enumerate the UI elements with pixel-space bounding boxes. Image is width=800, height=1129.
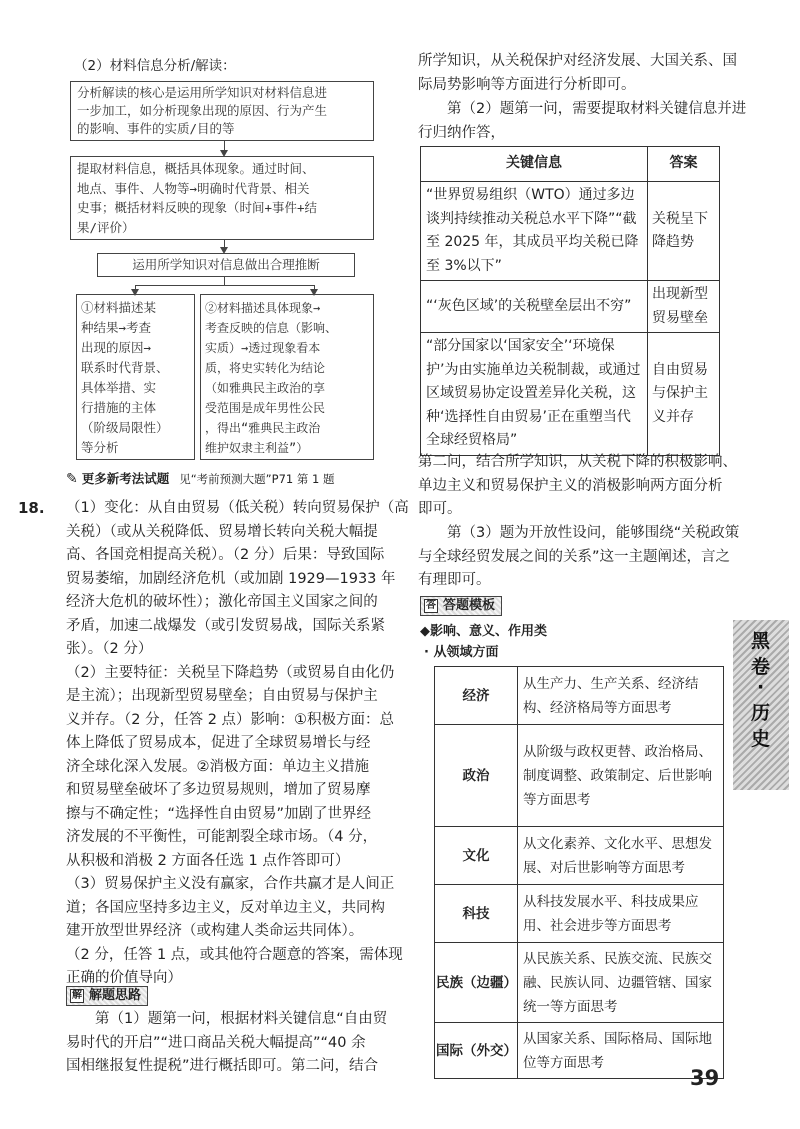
domain-row xyxy=(435,943,724,1023)
b1-l6: 行措施的主体 xyxy=(81,400,157,415)
question-number: 18. xyxy=(18,499,45,517)
b1-l4: 联系时代背景、 xyxy=(81,360,169,375)
answer-line-8: （2）主要特征：关税呈下降趋势（或贸易自由化仍 xyxy=(66,664,395,681)
b2-l7: ，得出“雅典民主政治 xyxy=(205,421,321,435)
b2-l1: ②材料描述具体现象→ xyxy=(205,301,321,315)
more-label: 更多新考法试题 xyxy=(81,471,170,486)
right-top-line-2: 际局势影响等方面进行分析即可。 xyxy=(418,76,636,93)
idea-line-1: 第（1）题第一问，根据材料关键信息“自由贸 xyxy=(95,1011,388,1027)
b2-l4: 质，将史实转化为结论 xyxy=(205,361,326,375)
answer-line-1: （1）变化：从自由贸易（低关税）转向贸易保护（高 xyxy=(66,500,409,516)
side-char-4: 历 xyxy=(751,702,771,724)
answer-block xyxy=(66,497,409,991)
b1-l2: 种结果→考查 xyxy=(81,320,152,335)
arrow-down-2 xyxy=(224,240,225,248)
q3-line-3: 有理即可。 xyxy=(418,572,491,588)
side-tab xyxy=(733,620,789,790)
more-ref: 见“考前预测大题”P71 第 1 题 xyxy=(179,472,335,486)
row2-answer: 出现新型贸易壁垒 xyxy=(648,281,720,333)
domain-table xyxy=(434,666,724,1079)
q2-line-1: 第（2）题第一问，需要提取材料关键信息并进 xyxy=(447,101,747,117)
b2-l2: 考查反映的信息（影响、 xyxy=(205,321,338,335)
branch-1-box xyxy=(76,294,195,460)
idea-line-2: 易时代的开启”“进口商品关税大幅提高”“40 余 xyxy=(66,1034,366,1051)
idea-block xyxy=(66,1008,401,1079)
key-info-table xyxy=(420,146,720,456)
answer-line-21: 正确的价值导向） xyxy=(66,970,182,986)
q3-block xyxy=(418,522,739,593)
answer-header: 答案 xyxy=(648,147,720,182)
answer-line-16: 从积极和消极 2 方面各任选 1 点作答即可） xyxy=(66,852,350,869)
domain-row xyxy=(435,885,724,943)
tag-icon-left: 解 xyxy=(72,990,82,1001)
answer-line-6: 矛盾，加速二战爆发（或引发贸易战，国际关系紧 xyxy=(66,617,385,634)
answer-line-9: 是主流）；出现新型贸易壁垒；自由贸易与保护主 xyxy=(66,688,378,704)
page-number: 39 xyxy=(690,1066,720,1090)
domain-row xyxy=(435,1023,724,1079)
right-top-line-1: 所学知识，从关税保护对经济发展、大国关系、国 xyxy=(418,53,737,69)
answer-line-19: 建开放型世界经济（或构建人类命运共同体）。 xyxy=(66,923,364,939)
core-line-2: 一步加工，如分析现象出现的原因、行为产生 xyxy=(77,103,328,118)
extract-line-3: 史事；概括材料反映的现象（时间+事件+结 xyxy=(77,200,318,215)
domain-desc: 从阶级与政权更替、政治格局、制度调整、政策制定、后世影响等方面思考 xyxy=(518,725,724,827)
tag-label-right: 答题模板 xyxy=(443,598,496,613)
side-char-1: 黑 xyxy=(751,630,771,652)
row3-info: “部分国家以‘国家安全’‘环境保护’为由实施单边关税制裁，或通过区域贸易协定设置差异化关税，这种‘选择性自由贸易’正在重塑当代全球经贸格局” xyxy=(421,333,648,456)
right-top-block xyxy=(418,50,737,97)
arrow-branch-2 xyxy=(314,285,315,290)
answer-line-12: 济全球化深入发展。②消极方面：单边主义措施 xyxy=(66,758,369,775)
row2-info: “‘灰色区域’的关税壁垒层出不穷” xyxy=(421,281,648,333)
tag-icon-right: 答 xyxy=(426,600,436,611)
answer-line-17: （3）贸易保护主义没有赢家，合作共赢才是人间正 xyxy=(66,876,395,892)
domain-desc: 从科技发展水平、科技成果应用、社会进步等方面思考 xyxy=(518,885,724,943)
branch-2-box xyxy=(200,294,374,460)
answer-line-18: 道；各国应坚持多边主义，反对单边主义，共同构 xyxy=(66,899,385,916)
b2-l8: 维护奴隶主利益”） xyxy=(205,441,309,455)
answer-line-5: 经济大危机的破坏性）；激化帝国主义国家之间的 xyxy=(66,594,378,610)
extract-line-2: 地点、事件、人物等→明确时代背景、相关 xyxy=(77,180,310,196)
extract-line-1: 提取材料信息，概括具体现象。通过时间、 xyxy=(77,161,315,176)
answer-line-2: 关税）（或从关税降低、贸易增长转向关税大幅提 xyxy=(66,523,378,540)
b2-l6: 受范围是成年男性公民 xyxy=(205,401,326,415)
paperclip-icon: ✎ xyxy=(66,471,78,487)
side-char-3: · xyxy=(757,676,765,698)
reason-box xyxy=(97,253,355,277)
b1-l8: 等分析 xyxy=(81,440,119,455)
core-line-3: 的影响、事件的实质/目的等 xyxy=(77,121,235,136)
b2-l5: （如雅典民主政治的享 xyxy=(205,381,326,395)
answer-line-14: 擦与不确定性；“选择性自由贸易”加剧了世界经 xyxy=(66,805,372,822)
core-line-1: 分析解读的核心是运用所学知识对材料信息进 xyxy=(77,85,328,100)
b1-l7: （阶级局限性） xyxy=(81,420,169,435)
domain-desc: 从生产力、生产关系、经济结构、经济格局等方面思考 xyxy=(518,667,724,725)
b1-l3: 出现的原因→ xyxy=(81,340,152,355)
answer-template-tag xyxy=(420,596,502,616)
answer-line-4: 贸易萎缩，加剧经济危机（或加剧 1929—1933 年 xyxy=(66,570,396,587)
b2-l3: 实质）→透过现象看本 xyxy=(205,341,321,355)
answer-line-11: 体上降低了贸易成本，促进了全球贸易增长与经 xyxy=(66,735,371,751)
domain-desc: 从民族关系、民族交流、民族交融、民族认同、边疆管辖、国家统一等方面思考 xyxy=(518,943,724,1023)
domain-header: 文化 xyxy=(435,827,518,885)
core-analysis-box xyxy=(70,81,374,141)
after-table-line-3: 即可。 xyxy=(418,501,462,517)
arrow-down-1 xyxy=(224,141,225,151)
domain-header: 经济 xyxy=(435,667,518,725)
after-table-block xyxy=(418,451,737,522)
domain-header: 政治 xyxy=(435,725,518,827)
domain-desc: 从文化素养、文化水平、思想发展、对后世影响等方面思考 xyxy=(518,827,724,885)
domain-row xyxy=(435,667,724,725)
domain-header: 科技 xyxy=(435,885,518,943)
domain-header: 民族（边疆） xyxy=(435,943,518,1023)
domain-row xyxy=(435,827,724,885)
tag-label-left: 解题思路 xyxy=(89,988,142,1003)
domain-desc: 从国家关系、国际格局、国际地位等方面思考 xyxy=(518,1023,724,1079)
answer-line-20: （2 分，任答 1 点，或其他符合题意的答案，需体现 xyxy=(66,946,403,963)
b1-l1: ①材料描述某 xyxy=(81,300,157,315)
q3-line-2: 与全球经贸发展之间的关系”这一主题阐述，言之 xyxy=(418,548,731,565)
row1-info: “世界贸易组织（WTO）通过多边谈判持续推动关税总水平下降”“截至 2025 年，其成员平均关税已降至 3%以下” xyxy=(421,182,648,281)
answer-line-3: 高、各国竞相提高关税）。（2 分）后果：导致国际 xyxy=(66,547,385,563)
answer-line-7: 张）。（2 分） xyxy=(66,641,153,657)
side-char-5: 史 xyxy=(751,728,771,750)
row1-answer: 关税呈下降趋势 xyxy=(648,182,720,281)
bullet-heading: ◆影响、意义、作用类 xyxy=(420,624,547,639)
extract-info-box xyxy=(70,156,374,240)
idea-line-3: 国相继报复性提税”进行概括即可。第二问，结合 xyxy=(66,1058,379,1074)
tree-bar xyxy=(135,285,315,286)
row3-answer: 自由贸易与保护主义并存 xyxy=(648,333,720,456)
solution-idea-tag xyxy=(66,986,148,1006)
extract-line-4: 果/评价） xyxy=(77,219,135,235)
q2-line-2: 行归纳作答， xyxy=(418,124,505,141)
q2-block xyxy=(418,98,746,145)
domain-row xyxy=(435,725,724,827)
side-char-2: 卷 xyxy=(751,656,771,678)
answer-line-13: 和贸易壁垒破坏了多边贸易规则，增加了贸易摩 xyxy=(66,782,371,798)
q3-line-1: 第（3）题为开放性设问，能够围绕“关税政策 xyxy=(447,525,740,541)
domain-header: 国际（外交） xyxy=(435,1023,518,1079)
arrow-branch-1 xyxy=(135,285,136,290)
answer-line-15: 济发展的不平衡性，可能割裂全球市场。（4 分， xyxy=(66,829,378,845)
sub-heading: · 从领域方面 xyxy=(424,645,499,660)
reason-text: 运用所学知识对信息做出合理推断 xyxy=(132,257,320,272)
section-2-title: （2）材料信息分析/解读： xyxy=(74,58,236,74)
after-table-line-1: 第二问，结合所学知识，从关税下降的积极影响、 xyxy=(418,454,737,470)
answer-line-10: 义并存。（2 分，任答 2 点）影响：①积极方面：总 xyxy=(66,711,395,728)
key-info-header: 关键信息 xyxy=(421,147,648,182)
more-questions-line[interactable] xyxy=(66,470,335,488)
after-table-line-2: 单边主义和贸易保护主义的消极影响两方面分析 xyxy=(418,477,723,494)
b1-l5: 具体举措、实 xyxy=(81,380,157,395)
